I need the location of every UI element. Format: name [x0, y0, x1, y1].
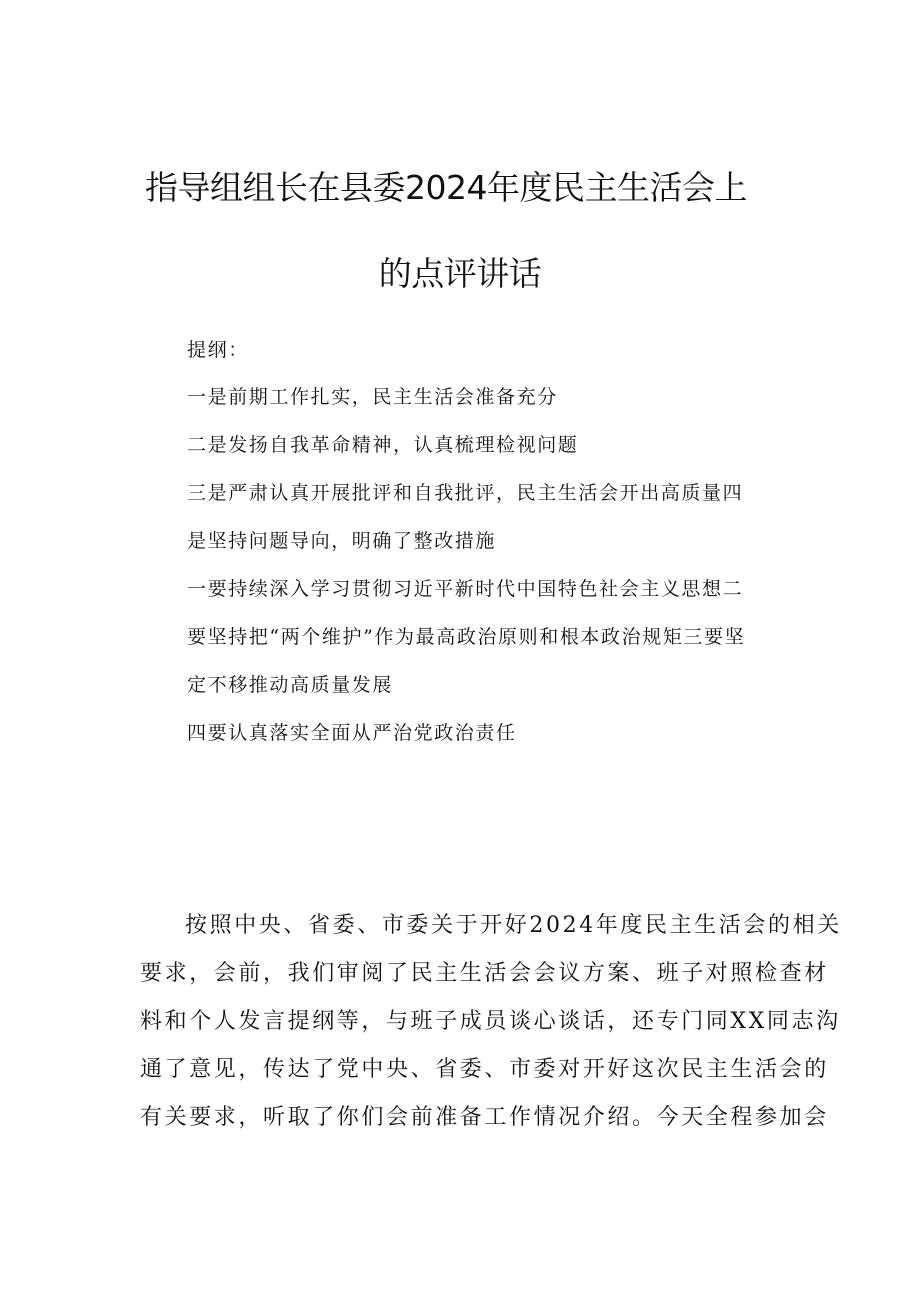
outline-line: 三是严肃认真开展批评和自我批评，民主生活会开出高质量四 [187, 482, 744, 504]
outline-line: 二是发扬自我革命精神，认真梳理检视问题 [187, 434, 579, 456]
body-paragraph-line: 料和个人发言提纲等，与班子成员谈心谈话，还专门同XX同志沟 [140, 1009, 841, 1034]
document-title-line-1: 指导组组长在县委2024年度民主生活会上 [145, 168, 747, 207]
body-paragraph-line: 按照中央、省委、市委关于开好2024年度民主生活会的相关 [185, 913, 842, 938]
outline-line: 一是前期工作扎实，民主生活会准备充分 [187, 386, 558, 408]
outline-label: 提纲： [187, 339, 249, 361]
outline-line: 要坚持把“两个维护”作为最高政治原则和根本政治规矩三要坚 [187, 626, 746, 648]
body-paragraph-line: 有关要求，听取了你们会前准备工作情况介绍。今天全程参加会 [140, 1105, 829, 1130]
outline-line: 四要认真落实全面从严治党政治责任 [187, 722, 517, 744]
body-paragraph-line: 要求，会前，我们审阅了民主生活会会议方案、班子对照检查材 [140, 961, 829, 986]
document-title-line-2: 的点评讲话 [378, 254, 542, 293]
outline-line: 定不移推动高质量发展 [187, 674, 394, 696]
outline-line: 一要持续深入学习贯彻习近平新时代中国特色社会主义思想二 [187, 578, 744, 600]
body-paragraph-line: 通了意见，传达了党中央、省委、市委对开好这次民主生活会的 [140, 1057, 829, 1082]
outline-line: 是坚持问题导向，明确了整改措施 [187, 530, 497, 552]
